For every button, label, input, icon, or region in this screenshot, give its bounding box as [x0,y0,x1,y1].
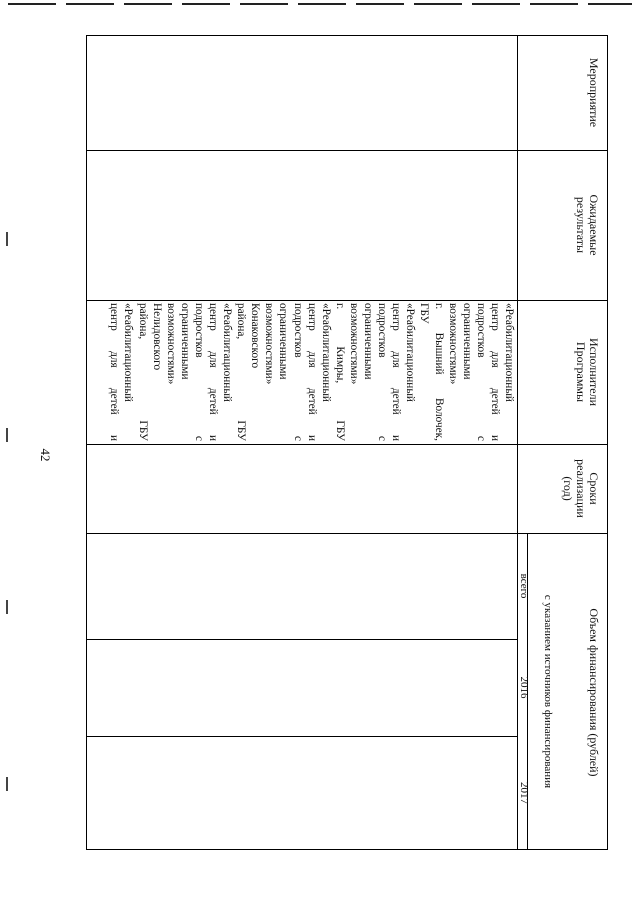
executor-line: ограниченными [362,303,375,380]
col-sep-2 [86,300,608,301]
header-executors: Исполнители Программы [574,337,601,407]
executor-line: «Реабилитационный [221,303,234,402]
executor-line: центр для детей и [207,303,220,441]
executor-line: центр для детей и [305,303,318,441]
page-number-text: 42 [38,448,53,462]
header-funding-title: Объем финансирования (рублей) [587,608,601,777]
executor-line: возможностями» [347,303,360,385]
program-table [86,35,608,850]
col-sep-3 [86,444,608,445]
header-2017: 2017 [518,782,530,804]
header-expected-results: Ожидаемые результаты [574,194,601,256]
executor-line: «Реабилитационный [122,303,135,402]
executor-line: центр для детей и [488,303,501,441]
executor-line: «Реабилитационный [404,303,417,402]
executor-line: ГБУ [418,303,431,324]
executor-line: района, ГБУ [136,303,149,441]
executor-line: подростков с [376,303,389,441]
executor-line: ограниченными [460,303,473,380]
executor-line: центр для детей и [108,303,121,441]
executor-line: «Реабилитационный [319,303,332,402]
executor-line: подростков с [291,303,304,441]
header-measure: Мероприятие [587,57,601,128]
executor-line: возможностями» [446,303,459,385]
header-total: всего [518,573,530,599]
executor-line: Конаковского [249,303,262,369]
executor-line: подростков с [192,303,205,441]
header-2016: 2016 [518,676,530,699]
col-sep-6 [86,736,518,737]
scan-edge-marks [0,0,640,10]
page-number [34,440,56,470]
executor-line: г. Вышний Волочек, [432,303,445,441]
header-funding-subtitle: с указанием источников финансирования [542,594,554,789]
executor-line: ограниченными [178,303,191,380]
executor-line: возможностями» [164,303,177,385]
executor-line: подростков с [474,303,487,441]
executor-line: ограниченными [277,303,290,380]
col-sep-5 [86,639,518,640]
header-terms: Сроки реализации (год) [561,459,601,518]
executor-line: «Реабилитационный [503,303,515,402]
executor-line: возможностями» [263,303,276,385]
executor-line: Нелидовского [150,303,163,371]
executor-line: центр для детей и [390,303,403,441]
col-sep-1 [86,150,608,151]
executor-line: г. Кимры, ГБУ [333,303,346,441]
executor-line: района, ГБУ [235,303,248,441]
executors-cell [107,303,516,441]
